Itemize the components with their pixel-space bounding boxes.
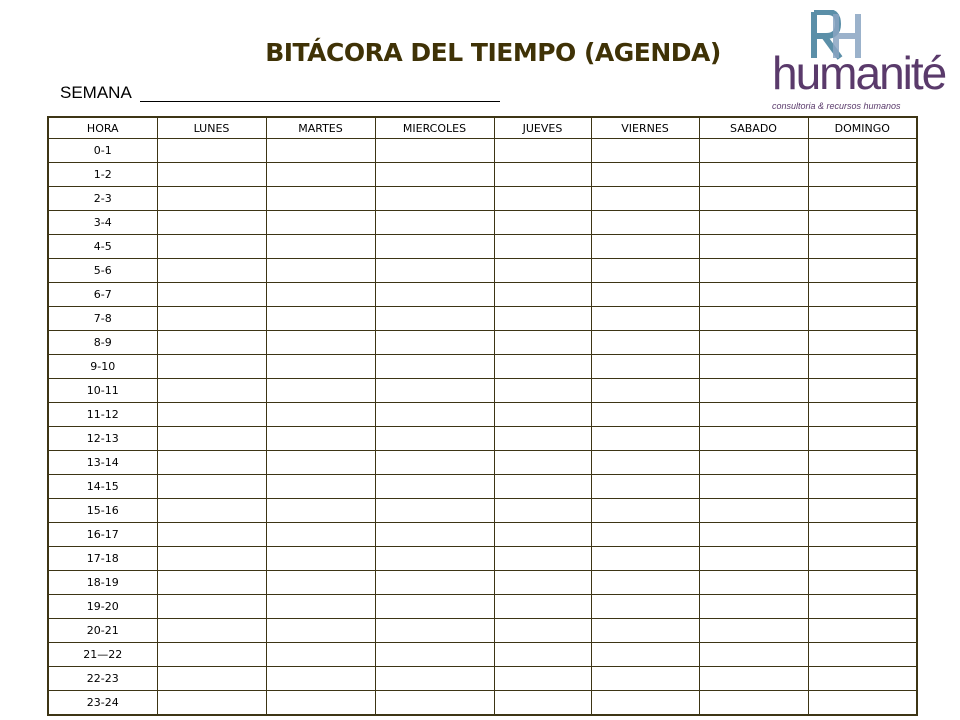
- column-header-sabado: SABADO: [699, 117, 808, 139]
- agenda-cell-lunes[interactable]: [157, 523, 266, 547]
- agenda-cell-lunes[interactable]: [157, 475, 266, 499]
- agenda-cell-viernes[interactable]: [591, 139, 699, 163]
- agenda-cell-lunes[interactable]: [157, 547, 266, 571]
- agenda-cell-jueves[interactable]: [494, 187, 591, 211]
- agenda-cell-domingo[interactable]: [808, 523, 917, 547]
- table-row: [48, 187, 917, 211]
- agenda-cell-sabado[interactable]: [699, 427, 808, 451]
- agenda-cell-martes[interactable]: [266, 595, 375, 619]
- agenda-cell-sabado[interactable]: [699, 139, 808, 163]
- table-row: [48, 259, 917, 283]
- agenda-cell-lunes[interactable]: [157, 355, 266, 379]
- agenda-cell-jueves[interactable]: [494, 355, 591, 379]
- table-row: [48, 499, 917, 523]
- table-row: [48, 403, 917, 427]
- table-row: [48, 139, 917, 163]
- logo-wordmark: humanité: [772, 47, 946, 99]
- table-row: [48, 451, 917, 475]
- table-row: [48, 307, 917, 331]
- company-logo: [770, 10, 946, 116]
- agenda-cell-lunes[interactable]: [157, 571, 266, 595]
- agenda-cell-martes[interactable]: [266, 475, 375, 499]
- table-row: [48, 235, 917, 259]
- agenda-cell-viernes[interactable]: [591, 547, 699, 571]
- agenda-cell-miercoles[interactable]: [375, 139, 494, 163]
- hour-cell: 21—22: [48, 643, 157, 667]
- agenda-cell-miercoles[interactable]: [375, 475, 494, 499]
- agenda-cell-miercoles[interactable]: [375, 499, 494, 523]
- table-row: [48, 547, 917, 571]
- agenda-cell-viernes[interactable]: [591, 187, 699, 211]
- agenda-cell-jueves[interactable]: [494, 163, 591, 187]
- agenda-cell-martes[interactable]: [266, 403, 375, 427]
- agenda-cell-miercoles[interactable]: [375, 403, 494, 427]
- table-row: [48, 427, 917, 451]
- agenda-cell-domingo[interactable]: [808, 139, 917, 163]
- agenda-cell-martes[interactable]: [266, 619, 375, 643]
- agenda-cell-miercoles[interactable]: [375, 283, 494, 307]
- agenda-cell-lunes[interactable]: [157, 163, 266, 187]
- agenda-cell-sabado[interactable]: [699, 211, 808, 235]
- agenda-cell-martes[interactable]: [266, 187, 375, 211]
- agenda-cell-sabado[interactable]: [699, 667, 808, 691]
- agenda-cell-miercoles[interactable]: [375, 667, 494, 691]
- agenda-cell-lunes[interactable]: [157, 235, 266, 259]
- agenda-cell-viernes[interactable]: [591, 355, 699, 379]
- agenda-cell-miercoles[interactable]: [375, 643, 494, 667]
- agenda-cell-miercoles[interactable]: [375, 235, 494, 259]
- hour-cell: 22-23: [48, 667, 157, 691]
- agenda-cell-viernes[interactable]: [591, 307, 699, 331]
- agenda-cell-sabado[interactable]: [699, 187, 808, 211]
- table-row: [48, 211, 917, 235]
- table-row: [48, 619, 917, 643]
- agenda-cell-viernes[interactable]: [591, 667, 699, 691]
- agenda-cell-viernes[interactable]: [591, 235, 699, 259]
- hour-cell: 4-5: [48, 235, 157, 259]
- agenda-cell-sabado[interactable]: [699, 475, 808, 499]
- agenda-cell-jueves[interactable]: [494, 403, 591, 427]
- agenda-cell-viernes[interactable]: [591, 499, 699, 523]
- agenda-cell-domingo[interactable]: [808, 427, 917, 451]
- agenda-cell-viernes[interactable]: [591, 403, 699, 427]
- agenda-cell-domingo[interactable]: [808, 547, 917, 571]
- agenda-cell-miercoles[interactable]: [375, 619, 494, 643]
- table-body: [48, 139, 917, 716]
- hour-cell: 12-13: [48, 427, 157, 451]
- agenda-cell-miercoles[interactable]: [375, 211, 494, 235]
- agenda-cell-martes[interactable]: [266, 547, 375, 571]
- column-header-hora: HORA: [48, 117, 157, 139]
- table-row: [48, 331, 917, 355]
- hour-cell: 11-12: [48, 403, 157, 427]
- agenda-cell-lunes[interactable]: [157, 307, 266, 331]
- hour-cell: 17-18: [48, 547, 157, 571]
- agenda-cell-viernes[interactable]: [591, 475, 699, 499]
- agenda-cell-lunes[interactable]: [157, 259, 266, 283]
- agenda-cell-sabado[interactable]: [699, 235, 808, 259]
- agenda-cell-lunes[interactable]: [157, 619, 266, 643]
- agenda-cell-jueves[interactable]: [494, 259, 591, 283]
- agenda-cell-jueves[interactable]: [494, 451, 591, 475]
- agenda-cell-sabado[interactable]: [699, 331, 808, 355]
- table-row: [48, 283, 917, 307]
- column-header-viernes: VIERNES: [591, 117, 699, 139]
- agenda-cell-sabado[interactable]: [699, 691, 808, 716]
- agenda-cell-jueves[interactable]: [494, 283, 591, 307]
- agenda-cell-martes[interactable]: [266, 331, 375, 355]
- column-header-lunes: LUNES: [157, 117, 266, 139]
- agenda-cell-martes[interactable]: [266, 571, 375, 595]
- agenda-cell-miercoles[interactable]: [375, 691, 494, 716]
- agenda-cell-lunes[interactable]: [157, 451, 266, 475]
- agenda-cell-martes[interactable]: [266, 643, 375, 667]
- agenda-cell-jueves[interactable]: [494, 475, 591, 499]
- agenda-cell-viernes[interactable]: [591, 163, 699, 187]
- agenda-cell-lunes[interactable]: [157, 595, 266, 619]
- agenda-cell-sabado[interactable]: [699, 163, 808, 187]
- agenda-cell-jueves[interactable]: [494, 331, 591, 355]
- agenda-cell-lunes[interactable]: [157, 283, 266, 307]
- agenda-cell-jueves[interactable]: [494, 667, 591, 691]
- agenda-cell-domingo[interactable]: [808, 451, 917, 475]
- agenda-cell-lunes[interactable]: [157, 139, 266, 163]
- agenda-cell-lunes[interactable]: [157, 379, 266, 403]
- agenda-cell-viernes[interactable]: [591, 283, 699, 307]
- agenda-cell-domingo[interactable]: [808, 283, 917, 307]
- agenda-cell-domingo[interactable]: [808, 595, 917, 619]
- agenda-cell-miercoles[interactable]: [375, 307, 494, 331]
- hour-cell: 19-20: [48, 595, 157, 619]
- week-label: SEMANA: [60, 83, 132, 102]
- table-row: [48, 523, 917, 547]
- agenda-cell-jueves[interactable]: [494, 211, 591, 235]
- agenda-cell-jueves[interactable]: [494, 547, 591, 571]
- hour-cell: 14-15: [48, 475, 157, 499]
- hour-cell: 16-17: [48, 523, 157, 547]
- agenda-cell-jueves[interactable]: [494, 139, 591, 163]
- hour-cell: 1-2: [48, 163, 157, 187]
- agenda-cell-sabado[interactable]: [699, 307, 808, 331]
- agenda-cell-jueves[interactable]: [494, 691, 591, 716]
- agenda-table: [47, 116, 918, 716]
- agenda-cell-jueves[interactable]: [494, 235, 591, 259]
- page-title: BITÁCORA DEL TIEMPO (AGENDA): [265, 38, 721, 67]
- agenda-cell-jueves[interactable]: [494, 499, 591, 523]
- agenda-cell-lunes[interactable]: [157, 403, 266, 427]
- agenda-cell-domingo[interactable]: [808, 403, 917, 427]
- column-header-jueves: JUEVES: [494, 117, 591, 139]
- agenda-cell-miercoles[interactable]: [375, 163, 494, 187]
- agenda-cell-sabado[interactable]: [699, 379, 808, 403]
- agenda-cell-lunes[interactable]: [157, 211, 266, 235]
- agenda-cell-miercoles[interactable]: [375, 259, 494, 283]
- agenda-cell-jueves[interactable]: [494, 427, 591, 451]
- table-header-row: [48, 117, 917, 139]
- agenda-cell-domingo[interactable]: [808, 667, 917, 691]
- agenda-cell-lunes[interactable]: [157, 427, 266, 451]
- agenda-cell-lunes[interactable]: [157, 691, 266, 716]
- agenda-cell-martes[interactable]: [266, 427, 375, 451]
- agenda-cell-sabado[interactable]: [699, 283, 808, 307]
- agenda-cell-miercoles[interactable]: [375, 451, 494, 475]
- agenda-cell-domingo[interactable]: [808, 235, 917, 259]
- agenda-cell-martes[interactable]: [266, 691, 375, 716]
- agenda-cell-sabado[interactable]: [699, 523, 808, 547]
- table-row: [48, 571, 917, 595]
- table-row: [48, 667, 917, 691]
- agenda-cell-viernes[interactable]: [591, 619, 699, 643]
- agenda-cell-sabado[interactable]: [699, 643, 808, 667]
- agenda-cell-martes[interactable]: [266, 139, 375, 163]
- hour-cell: 7-8: [48, 307, 157, 331]
- agenda-cell-miercoles[interactable]: [375, 547, 494, 571]
- agenda-cell-miercoles[interactable]: [375, 187, 494, 211]
- agenda-cell-miercoles[interactable]: [375, 571, 494, 595]
- agenda-cell-viernes[interactable]: [591, 211, 699, 235]
- agenda-cell-domingo[interactable]: [808, 379, 917, 403]
- agenda-cell-lunes[interactable]: [157, 643, 266, 667]
- hour-cell: 20-21: [48, 619, 157, 643]
- hour-cell: 0-1: [48, 139, 157, 163]
- agenda-cell-domingo[interactable]: [808, 499, 917, 523]
- agenda-cell-miercoles[interactable]: [375, 331, 494, 355]
- agenda-cell-martes[interactable]: [266, 379, 375, 403]
- table-row: [48, 643, 917, 667]
- table-row: [48, 691, 917, 716]
- hour-cell: 9-10: [48, 355, 157, 379]
- agenda-cell-sabado[interactable]: [699, 451, 808, 475]
- hour-cell: 6-7: [48, 283, 157, 307]
- hour-cell: 10-11: [48, 379, 157, 403]
- agenda-cell-viernes[interactable]: [591, 451, 699, 475]
- agenda-cell-miercoles[interactable]: [375, 523, 494, 547]
- agenda-cell-jueves[interactable]: [494, 571, 591, 595]
- agenda-cell-sabado[interactable]: [699, 355, 808, 379]
- agenda-cell-domingo[interactable]: [808, 211, 917, 235]
- logo-tagline: consultoria & recursos humanos: [772, 101, 901, 111]
- agenda-cell-domingo[interactable]: [808, 259, 917, 283]
- agenda-cell-jueves[interactable]: [494, 523, 591, 547]
- table-row: [48, 379, 917, 403]
- agenda-cell-martes[interactable]: [266, 307, 375, 331]
- agenda-cell-domingo[interactable]: [808, 619, 917, 643]
- agenda-cell-sabado[interactable]: [699, 403, 808, 427]
- agenda-cell-domingo[interactable]: [808, 355, 917, 379]
- agenda-cell-lunes[interactable]: [157, 499, 266, 523]
- agenda-cell-miercoles[interactable]: [375, 595, 494, 619]
- hour-cell: 3-4: [48, 211, 157, 235]
- hour-cell: 5-6: [48, 259, 157, 283]
- agenda-cell-jueves[interactable]: [494, 643, 591, 667]
- agenda-cell-lunes[interactable]: [157, 331, 266, 355]
- agenda-cell-martes[interactable]: [266, 451, 375, 475]
- table-row: [48, 595, 917, 619]
- hour-cell: 18-19: [48, 571, 157, 595]
- agenda-cell-jueves[interactable]: [494, 595, 591, 619]
- agenda-cell-sabado[interactable]: [699, 571, 808, 595]
- agenda-cell-sabado[interactable]: [699, 499, 808, 523]
- table-row: [48, 475, 917, 499]
- table-row: [48, 355, 917, 379]
- agenda-cell-domingo[interactable]: [808, 163, 917, 187]
- agenda-cell-sabado[interactable]: [699, 547, 808, 571]
- agenda-cell-miercoles[interactable]: [375, 355, 494, 379]
- agenda-cell-viernes[interactable]: [591, 427, 699, 451]
- agenda-cell-domingo[interactable]: [808, 643, 917, 667]
- agenda-cell-viernes[interactable]: [591, 571, 699, 595]
- agenda-cell-domingo[interactable]: [808, 571, 917, 595]
- hour-cell: 15-16: [48, 499, 157, 523]
- agenda-cell-domingo[interactable]: [808, 475, 917, 499]
- agenda-cell-viernes[interactable]: [591, 379, 699, 403]
- agenda-cell-martes[interactable]: [266, 355, 375, 379]
- agenda-cell-viernes[interactable]: [591, 691, 699, 716]
- agenda-cell-miercoles[interactable]: [375, 379, 494, 403]
- agenda-cell-martes[interactable]: [266, 523, 375, 547]
- agenda-cell-martes[interactable]: [266, 667, 375, 691]
- agenda-cell-domingo[interactable]: [808, 691, 917, 716]
- agenda-cell-viernes[interactable]: [591, 643, 699, 667]
- week-blank-line[interactable]: [140, 101, 500, 102]
- agenda-cell-viernes[interactable]: [591, 331, 699, 355]
- table-row: [48, 163, 917, 187]
- hour-cell: 8-9: [48, 331, 157, 355]
- agenda-cell-martes[interactable]: [266, 163, 375, 187]
- hour-cell: 23-24: [48, 691, 157, 716]
- agenda-cell-sabado[interactable]: [699, 595, 808, 619]
- agenda-cell-martes[interactable]: [266, 283, 375, 307]
- agenda-cell-domingo[interactable]: [808, 307, 917, 331]
- agenda-cell-lunes[interactable]: [157, 667, 266, 691]
- agenda-cell-jueves[interactable]: [494, 379, 591, 403]
- hour-cell: 2-3: [48, 187, 157, 211]
- agenda-cell-sabado[interactable]: [699, 619, 808, 643]
- agenda-cell-sabado[interactable]: [699, 259, 808, 283]
- agenda-cell-miercoles[interactable]: [375, 427, 494, 451]
- column-header-domingo: DOMINGO: [808, 117, 917, 139]
- column-header-miercoles: MIERCOLES: [375, 117, 494, 139]
- agenda-cell-viernes[interactable]: [591, 523, 699, 547]
- hour-cell: 13-14: [48, 451, 157, 475]
- column-header-martes: MARTES: [266, 117, 375, 139]
- agenda-cell-viernes[interactable]: [591, 595, 699, 619]
- agenda-cell-martes[interactable]: [266, 235, 375, 259]
- agenda-cell-martes[interactable]: [266, 499, 375, 523]
- agenda-cell-domingo[interactable]: [808, 331, 917, 355]
- agenda-cell-viernes[interactable]: [591, 259, 699, 283]
- agenda-cell-lunes[interactable]: [157, 187, 266, 211]
- agenda-cell-jueves[interactable]: [494, 619, 591, 643]
- agenda-cell-jueves[interactable]: [494, 307, 591, 331]
- agenda-cell-martes[interactable]: [266, 259, 375, 283]
- agenda-cell-martes[interactable]: [266, 211, 375, 235]
- agenda-cell-domingo[interactable]: [808, 187, 917, 211]
